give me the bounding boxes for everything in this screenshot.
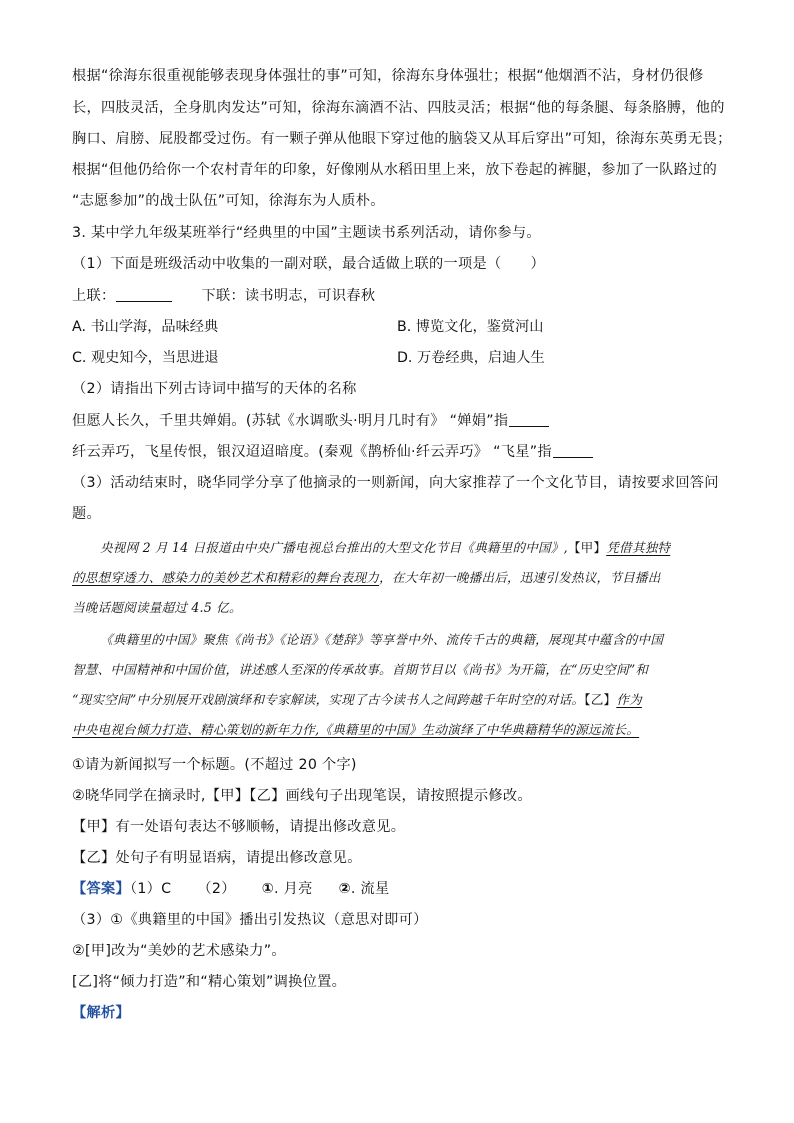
question-3-line-1: （3）活动结束时，晓华同学分享了他摘录的一则新闻，向大家推荐了一个文化节目，请按要求回答问 — [72, 475, 719, 491]
analysis-label: 【解析】 — [72, 1005, 130, 1021]
couplet-lower: 下联：读书明志，可识春秋 — [201, 288, 376, 304]
news-p1-line-3: 当晚话题阅读量超过 4.5 亿。 — [72, 600, 242, 615]
question-3-line-2: 题。 — [72, 506, 101, 522]
news-underline-yi-2: 中央电视台倾力打造、精心策划的新年力作,《典籍里的中国》生动演绎了中华典籍精华的源远流长。 — [72, 722, 640, 737]
answer-line-4: [乙]将“倾力打造”和“精心策划”调换位置。 — [72, 974, 347, 990]
news-p2-line-2: 智慧、中国精神和中国价值，讲述感人至深的传承故事。首期节目以《尚书》为开篇，在“历史空间”和 — [72, 662, 649, 677]
couplet-upper-label: 上联： — [72, 288, 116, 304]
news-underline-jia-2: 的思想穿透力、感染力的美妙艺术和精彩的舞台表现力 — [72, 570, 380, 585]
option-a: A. 书山学海，品味经典 — [72, 319, 219, 335]
question-stem: 3. 某中学九年级某班举行“经典里的中国”主题读书系列活动，请你参与。 — [72, 225, 541, 241]
option-c: C. 观史知今，当思进退 — [72, 350, 219, 366]
answer-2-2-num: ② — [338, 881, 351, 897]
analysis-line-4: 根据“但他仍给你一个农村青年的印象，好像刚从水稻田里上来，放下卷起的裤腿，参加了一队路过的 — [72, 162, 718, 178]
analysis-line-5: “志愿参加”的战士队伍”可知，徐海东为人质朴。 — [72, 193, 385, 209]
question-2: （2）请指出下列古诗词中描写的天体的名称 — [72, 381, 357, 397]
question-1: （1）下面是班级活动中收集的一副对联，最合适做上联的一项是（ ） — [72, 256, 545, 272]
news-p1-line-1 — [100, 538, 670, 558]
news-underline-jia-1: 凭借其独特 — [606, 540, 671, 555]
couplet — [72, 286, 375, 306]
couplet-blank — [116, 287, 172, 302]
task-1: ①请为新闻拟写一个标题。(不超过 20 个字) — [72, 757, 357, 773]
answer-2: （2） — [197, 881, 236, 897]
analysis-line-1: 根据“徐海东很重视能够表现身体强壮的事”可知，徐海东身体强壮；根据“他烟酒不沾，身材仍很修 — [72, 68, 704, 84]
analysis-line-3: 胸口、肩膀、屁股都受过伤。有一颗子弹从他眼下穿过他的脑袋又从耳后穿出”可知，徐海东英勇无畏； — [72, 131, 732, 147]
news-mark-jia: 【甲】 — [567, 540, 607, 555]
task-3: 【甲】有一处语句表达不够顺畅，请提出修改意见。 — [72, 819, 406, 835]
answer-line-1 — [72, 879, 390, 899]
poem-2-text: 纤云弄巧，飞星传恨，银汉迢迢暗度。(秦观《鹊桥仙·纤云弄巧》 “飞星”指 — [72, 444, 552, 460]
poem-1-text: 但愿人长久，千里共婵娟。(苏轼《水调歌头·明月几时有》 “婵娟”指 — [72, 413, 509, 429]
analysis-line-2: 长，四肢灵活，全身肌肉发达”可知，徐海东滴酒不沾、四肢灵活；根据“他的每条腿、每条胳膊，他的 — [72, 100, 725, 116]
task-2: ②晓华同学在摘录时,【甲】【乙】画线句子出现笔误，请按照提示修改。 — [72, 788, 532, 804]
poem-1-blank — [509, 412, 549, 427]
news-p2-line-4 — [72, 720, 639, 740]
news-mark-yi: 【乙】 — [584, 692, 617, 707]
news-p1-text-2: ，在大年初一晚播出后，迅速引发热议，节目播出 — [379, 570, 661, 585]
option-d: D. 万卷经典，启迪人生 — [397, 350, 545, 366]
news-p1-line-2 — [72, 568, 661, 588]
answer-line-2: （3）①《典籍里的中国》播出引发热议（意思对即可） — [72, 912, 428, 928]
news-p1-text: 央视网 2 月 14 日报道由中央广播电视总台推出的大型文化节目《典籍里的中国》, — [100, 540, 568, 555]
answer-2-1-num: ① — [261, 881, 274, 897]
answer-2-1: . 月亮 — [274, 881, 313, 897]
news-p2-line-3 — [72, 690, 642, 710]
answer-label: 【答案】 — [72, 881, 130, 897]
poem-line-2 — [72, 442, 594, 462]
poem-line-1 — [72, 411, 550, 431]
answer-line-3: ②[甲]改为“美妙的艺术感染力”。 — [72, 943, 286, 959]
news-underline-yi-1: 作为 — [616, 692, 642, 707]
option-b: B. 博览文化，鉴赏河山 — [397, 319, 544, 335]
answer-1: （1）C — [129, 881, 172, 897]
answer-2-2: . 流星 — [350, 881, 390, 897]
news-p2-text: “现实空间”中分别展开戏剧演绎和专家解读，实现了古今读书人之间跨越千年时空的对话。 — [72, 692, 585, 707]
poem-2-blank — [553, 443, 593, 458]
task-4: 【乙】处句子有明显语病，请提出修改意见。 — [72, 850, 362, 866]
news-p2-line-1: 《典籍里的中国》聚焦《尚书》《论语》《楚辞》等享誉中外、流传千古的典籍，展现其中蕴含的中国 — [100, 632, 664, 647]
